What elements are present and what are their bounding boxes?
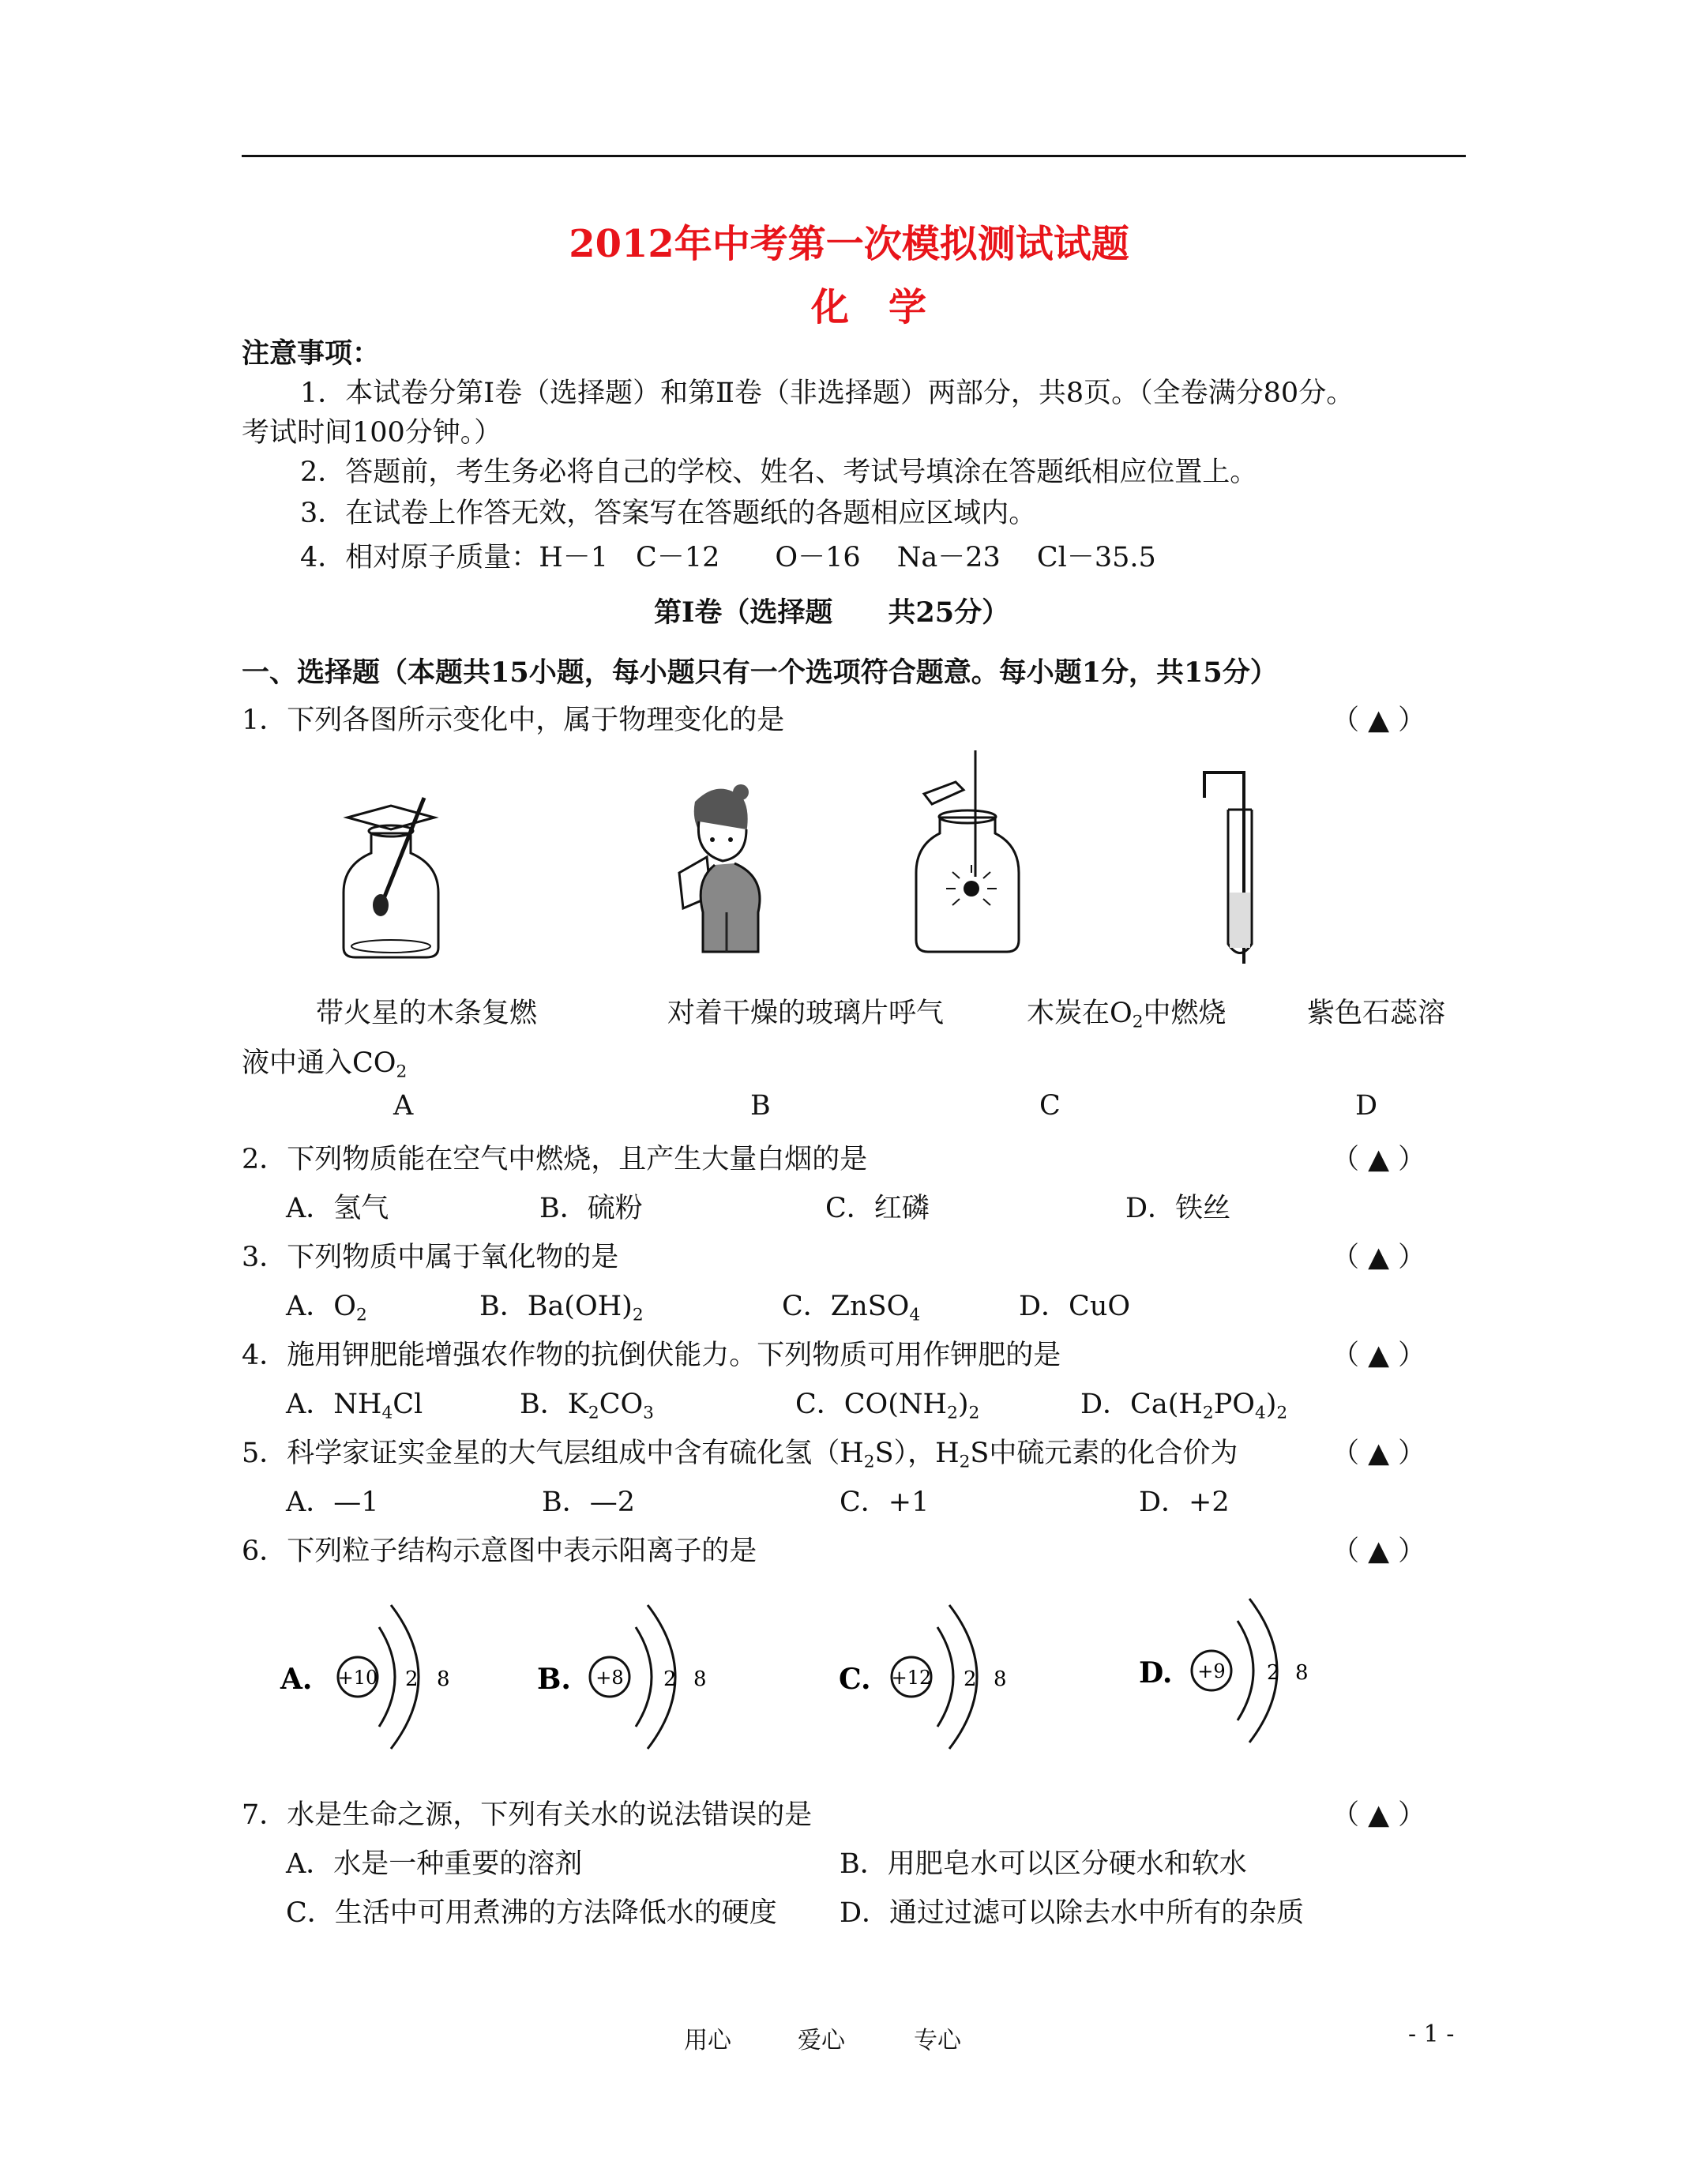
q2-stem: 2．下列物质能在空气中燃烧，且产生大量白烟的是 bbox=[242, 1144, 868, 1175]
q6-c-shell2: 8 bbox=[994, 1667, 1007, 1691]
q2-option-a: A．氢气 bbox=[286, 1193, 389, 1224]
q6-d-shell2: 8 bbox=[1295, 1661, 1309, 1685]
notice-item-3: 3．在试卷上作答无效，答案写在答题纸的各题相应区域内。 bbox=[300, 498, 1037, 529]
q6-d-letter: D. bbox=[1139, 1656, 1173, 1690]
q7-stem: 7．水是生命之源，下列有关水的说法错误的是 bbox=[242, 1799, 813, 1831]
q6-diagram-a bbox=[280, 1596, 486, 1761]
notice-item-1-cont: 考试时间100分钟。） bbox=[242, 417, 502, 449]
q3-option-d: D．CuO bbox=[1019, 1291, 1131, 1322]
q4-option-b: B．$K_2CO_3$ bbox=[520, 1389, 654, 1423]
q1-answer-mark: （ ▲ ） bbox=[1332, 705, 1426, 736]
q6-b-nucleus: +8 bbox=[595, 1667, 624, 1689]
q1-letter-b: B bbox=[750, 1090, 771, 1122]
q1-stem: 1．下列各图所示变化中，属于物理变化的是 bbox=[242, 705, 785, 736]
q1-caption-d: 紫色石蕊溶 bbox=[1307, 998, 1446, 1029]
q6-diagram-d bbox=[1139, 1589, 1344, 1755]
q1-caption-d-cont: 液中通入$CO_2$ bbox=[242, 1047, 408, 1082]
q5-option-c: C．+1 bbox=[840, 1487, 930, 1518]
footer-motto-2: 爱心 bbox=[798, 2027, 845, 2054]
q3-option-b: B．$Ba(OH)_2$ bbox=[479, 1291, 644, 1325]
q6-a-nucleus: +10 bbox=[337, 1667, 378, 1689]
q1-letter-c: C bbox=[1039, 1090, 1061, 1122]
q1-letter-a: A bbox=[393, 1090, 414, 1122]
q7-answer-mark: （ ▲ ） bbox=[1332, 1799, 1426, 1831]
q4-option-c: C．$CO(NH_2)_2$ bbox=[795, 1389, 980, 1423]
q6-b-shell1: 2 bbox=[663, 1667, 677, 1691]
q6-b-shell2: 8 bbox=[693, 1667, 707, 1691]
q6-b-letter: B. bbox=[537, 1663, 571, 1696]
q7-option-c: C．生活中可用煮沸的方法降低水的硬度 bbox=[286, 1897, 777, 1929]
footer-motto-3: 专心 bbox=[914, 2027, 961, 2054]
q6-c-letter: C. bbox=[839, 1663, 871, 1696]
q1-caption-a: 带火星的木条复燃 bbox=[316, 998, 538, 1029]
q6-a-letter: A. bbox=[280, 1663, 313, 1696]
q4-answer-mark: （ ▲ ） bbox=[1332, 1340, 1426, 1371]
part1-heading: 第Ⅰ卷（选择题 共25分） bbox=[654, 596, 1010, 629]
footer-motto-1: 用心 bbox=[684, 2027, 731, 2054]
q1-caption-c: 木炭在$O_2$中燃烧 bbox=[1027, 998, 1227, 1032]
q4-stem: 4．施用钾肥能增强农作物的抗倒伏能力。下列物质可用作钾肥的是 bbox=[242, 1340, 1061, 1371]
notice-item-1: 1．本试卷分第Ⅰ卷（选择题）和第Ⅱ卷（非选择题）两部分，共8页。（全卷满分80分。 bbox=[300, 378, 1354, 409]
q6-d-nucleus: +9 bbox=[1197, 1660, 1226, 1682]
exam-title: 2012年中考第一次模拟测试试题 bbox=[569, 222, 1129, 266]
q3-option-c: C．ZnSO$_4$ bbox=[782, 1291, 921, 1325]
section-heading: 一、选择题（本题共15小题，每小题只有一个选项符合题意。每小题1分，共15分） bbox=[242, 656, 1278, 689]
q6-stem: 6．下列粒子结构示意图中表示阳离子的是 bbox=[242, 1536, 757, 1567]
q1-image-a bbox=[336, 790, 462, 964]
q1-caption-b: 对着干燥的玻璃片呼气 bbox=[667, 998, 945, 1029]
q6-d-shell1: 2 bbox=[1267, 1661, 1280, 1685]
q1-image-d bbox=[1196, 766, 1283, 972]
q5-option-b: B．—2 bbox=[542, 1487, 635, 1518]
q5-stem: 5．科学家证实金星的大气层组成中含有硫化氢$(H_2S)$，$H_2S$中硫元素的化合价为 bbox=[242, 1438, 1238, 1472]
q2-option-b: B．硫粉 bbox=[539, 1193, 643, 1224]
q6-a-shell2: 8 bbox=[437, 1667, 450, 1691]
q5-answer-mark: （ ▲ ） bbox=[1332, 1438, 1426, 1469]
q6-c-nucleus: +12 bbox=[891, 1667, 932, 1689]
notice-item-2: 2．答题前，考生务必将自己的学校、姓名、考试号填涂在答题纸相应位置上。 bbox=[300, 457, 1258, 488]
q1-letter-d: D bbox=[1355, 1090, 1378, 1122]
q5-option-a: A．—1 bbox=[286, 1487, 379, 1518]
q3-answer-mark: （ ▲ ） bbox=[1332, 1242, 1426, 1273]
q2-option-d: D．铁丝 bbox=[1125, 1193, 1231, 1224]
q3-option-a: A．$O_2$ bbox=[286, 1291, 367, 1325]
q2-option-c: C．红磷 bbox=[825, 1193, 930, 1224]
q6-c-shell1: 2 bbox=[964, 1667, 977, 1691]
q1-image-c bbox=[908, 750, 1027, 964]
page-number: - 1 - bbox=[1408, 2020, 1455, 2048]
q2-answer-mark: （ ▲ ） bbox=[1332, 1144, 1426, 1175]
q6-a-shell1: 2 bbox=[405, 1667, 419, 1691]
q1-image-b bbox=[648, 778, 774, 960]
notice-heading: 注意事项： bbox=[242, 337, 381, 370]
header-rule bbox=[242, 155, 1466, 157]
q4-option-a: A．$NH_4Cl$ bbox=[286, 1389, 423, 1423]
q7-option-a: A．水是一种重要的溶剂 bbox=[286, 1848, 583, 1880]
q3-stem: 3．下列物质中属于氧化物的是 bbox=[242, 1242, 619, 1273]
q5-option-d: D．+2 bbox=[1139, 1487, 1230, 1518]
q6-diagram-b bbox=[537, 1596, 742, 1761]
q6-diagram-c bbox=[839, 1596, 1044, 1761]
notice-item-4: 4．相对原子质量：H－1 C－12 O－16 Na－23 Cl－35.5 bbox=[300, 542, 1156, 573]
q4-option-d: D．$Ca(H_2PO_4)_2$ bbox=[1080, 1389, 1288, 1423]
q6-answer-mark: （ ▲ ） bbox=[1332, 1536, 1426, 1567]
q7-option-b: B．用肥皂水可以区分硬水和软水 bbox=[840, 1848, 1247, 1880]
subject-title: 化学 bbox=[810, 285, 966, 329]
q7-option-d: D．通过过滤可以除去水中所有的杂质 bbox=[840, 1897, 1305, 1929]
